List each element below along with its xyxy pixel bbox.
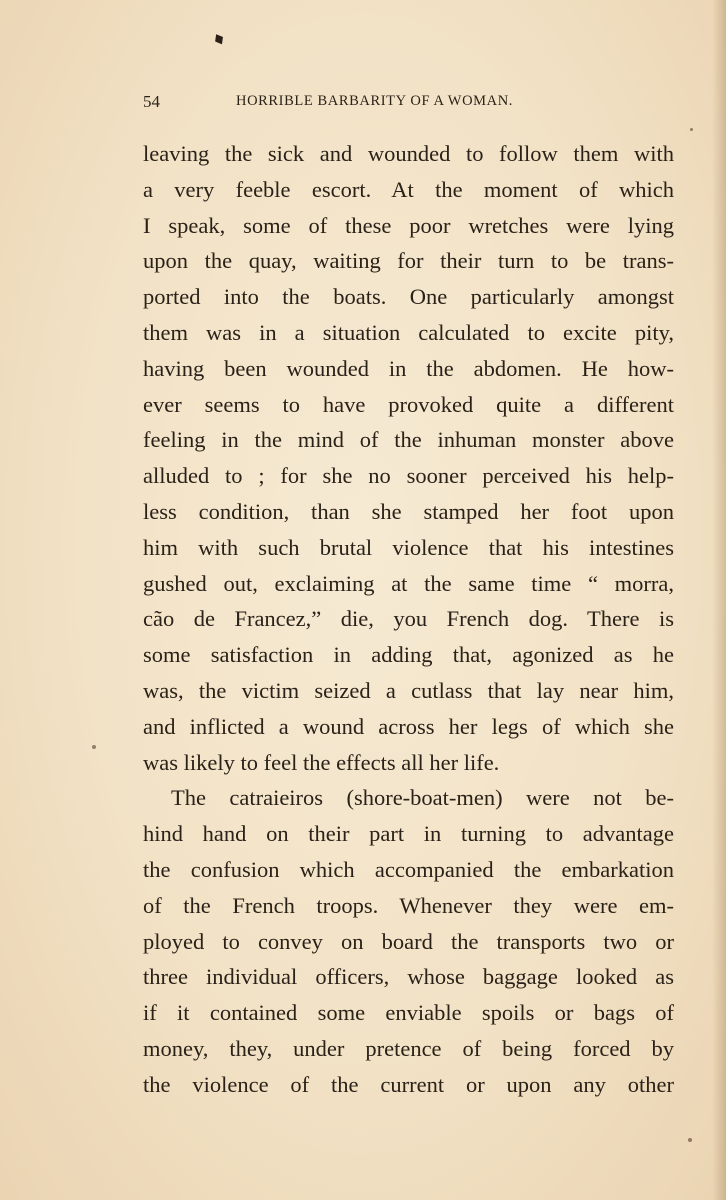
text-line: gushed out, exclaiming at the same time “ morra, xyxy=(143,570,674,596)
text-line: feeling in the mind of the inhuman monster above xyxy=(143,427,674,453)
paper-speck xyxy=(688,1138,692,1142)
text-line: alluded to ; for she no sooner perceived his help- xyxy=(143,463,674,489)
text-line: and inflicted a wound across her legs of which she xyxy=(143,713,674,739)
text-line: having been wounded in the abdomen. He how- xyxy=(143,355,674,381)
text-line: him with such brutal violence that his intestines xyxy=(143,534,674,560)
paragraph xyxy=(143,780,674,1102)
paper-speck xyxy=(92,745,96,749)
paper-speck xyxy=(690,128,693,131)
body-text xyxy=(143,136,674,1103)
text-line: three individual officers, whose baggage looked as xyxy=(143,964,674,990)
text-line: of the French troops. Whenever they were em- xyxy=(143,892,674,918)
text-line: I speak, some of these poor wretches were lying xyxy=(143,212,674,238)
paragraph xyxy=(143,136,674,780)
text-line: some satisfaction in adding that, agonized as he xyxy=(143,642,674,668)
text-line: money, they, under pretence of being forced by xyxy=(143,1035,674,1061)
text-line: leaving the sick and wounded to follow them with xyxy=(143,141,674,166)
text-line: The catraieiros (shore-boat-men) were not be- xyxy=(171,785,674,811)
text-line: hind hand on their part in turning to advantage xyxy=(143,821,674,847)
text-line: the confusion which accompanied the embarkation xyxy=(143,856,674,882)
text-line: cão de Francez,” die, you French dog. There is xyxy=(143,606,674,632)
text-line: if it contained some enviable spoils or bags of xyxy=(143,1000,674,1026)
text-line: them was in a situation calculated to excite pity, xyxy=(143,319,674,345)
text-line: a very feeble escort. At the moment of which xyxy=(143,176,674,202)
page-edge-shadow xyxy=(712,0,726,1200)
text-line: less condition, than she stamped her foot upon xyxy=(143,498,674,524)
page-header xyxy=(143,92,683,116)
ink-mark-decoration: ♦ xyxy=(208,27,231,52)
text-line: was, the victim seized a cutlass that lay near him, xyxy=(143,677,674,703)
text-line: ported into the boats. One particularly amongst xyxy=(143,284,674,310)
running-title: HORRIBLE BARBARITY OF A WOMAN. xyxy=(236,93,514,109)
text-line: ever seems to have provoked quite a different xyxy=(143,391,674,417)
text-line: ployed to convey on board the transports two or xyxy=(143,928,674,954)
text-line: was likely to feel the effects all her life. xyxy=(143,749,500,775)
text-line: upon the quay, waiting for their turn to be trans- xyxy=(143,248,674,274)
page-number: 54 xyxy=(143,92,160,111)
text-line: the violence of the current or upon any other xyxy=(143,1071,674,1097)
